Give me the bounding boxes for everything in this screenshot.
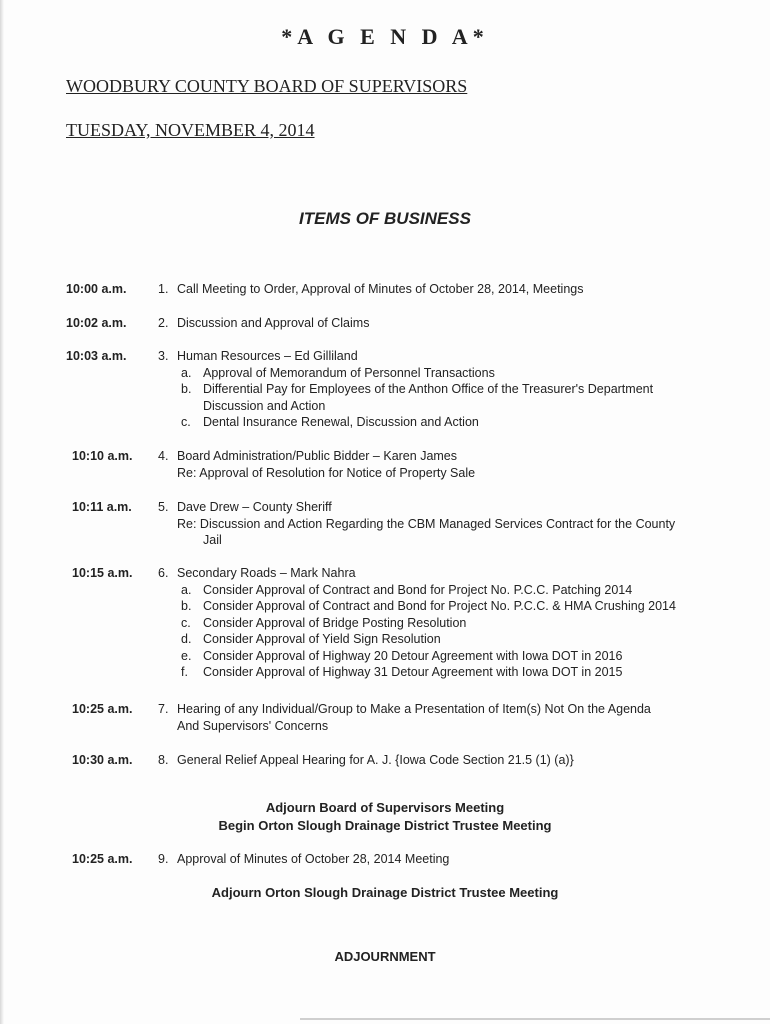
item-text: Hearing of any Individual/Group to Make a Presentation of Item(s) Not On the Agenda — [177, 702, 651, 716]
item-text: Call Meeting to Order, Approval of Minutes of October 28, 2014, Meetings — [177, 282, 584, 296]
scan-bottom-line — [300, 1018, 770, 1020]
sub-item — [177, 615, 747, 632]
item-number: 8. — [158, 753, 169, 767]
meeting-date: TUESDAY, NOVEMBER 4, 2014 — [66, 120, 315, 140]
item-body — [177, 565, 747, 681]
sub-item — [177, 631, 747, 648]
sub-item-letter: b. — [181, 382, 192, 396]
begin-orton-notice: Begin Orton Slough Drainage District Trustee Meeting — [218, 818, 552, 833]
item-re: Re: Approval of Resolution for Notice of Property Sale — [177, 465, 476, 480]
sub-item-letter: f. — [181, 665, 188, 679]
sub-item-text: Consider Approval of Bridge Posting Resolution — [203, 615, 467, 630]
item-time: 10:11 a.m. — [72, 500, 132, 514]
item-number: 3. — [158, 349, 169, 363]
sub-item-letter: a. — [181, 582, 192, 597]
sub-item-text: Dental Insurance Renewal, Discussion and Action — [203, 415, 479, 429]
sub-item-text: Differential Pay for Employees of the Anthon Office of the Treasurer's Department — [203, 382, 654, 396]
sub-item-text: Consider Approval of Contract and Bond for Project No. P.C.C. & HMA Crushing 2014 — [203, 599, 676, 613]
sub-item-text: Consider Approval of Yield Sign Resolution — [203, 632, 441, 646]
sub-item — [177, 381, 747, 398]
sub-item-letter: b. — [181, 599, 192, 613]
item-re: Re: Discussion and Action Regarding the CBM Managed Services Contract for the County — [177, 516, 676, 531]
item-number: 7. — [158, 702, 169, 716]
sub-item-text: Consider Approval of Highway 20 Detour Agreement with Iowa DOT in 2016 — [203, 648, 623, 663]
sub-item — [177, 664, 747, 681]
item-time: 10:30 a.m. — [72, 753, 133, 767]
item-text: Secondary Roads – Mark Nahra — [177, 566, 356, 580]
sub-item — [177, 414, 747, 431]
items-of-business-heading: ITEMS OF BUSINESS — [299, 209, 471, 228]
item-text: Board Administration/Public Bidder – Karen James — [177, 449, 458, 463]
item-time: 10:02 a.m. — [66, 316, 127, 330]
sub-item-letter: d. — [181, 632, 192, 646]
item-body — [177, 499, 747, 549]
adjourn-board-notice: Adjourn Board of Supervisors Meeting — [265, 800, 505, 815]
item-number: 6. — [158, 566, 169, 580]
item-text-continuation: And Supervisors' Concerns — [177, 718, 329, 733]
sub-item-text: Consider Approval of Highway 31 Detour Agreement with Iowa DOT in 2015 — [203, 665, 623, 679]
item-number: 9. — [158, 852, 169, 866]
agenda-title: *A G E N D A* — [281, 24, 489, 49]
item-text: General Relief Appeal Hearing for A. J. {Iowa Code Section 21.5 (1) (a)} — [177, 753, 574, 767]
item-time: 10:15 a.m. — [72, 566, 133, 580]
item-time: 10:25 a.m. — [72, 702, 133, 716]
organization-name: WOODBURY COUNTY BOARD OF SUPERVISORS — [66, 76, 468, 96]
scan-left-edge — [0, 0, 4, 1024]
item-number: 1. — [158, 282, 169, 296]
item-number: 4. — [158, 449, 169, 463]
sub-item-letter: a. — [181, 365, 192, 380]
item-re-continuation: Jail — [203, 533, 222, 547]
sub-item-text: Discussion and Action — [203, 398, 326, 413]
item-body — [177, 701, 747, 734]
item-text: Discussion and Approval of Claims — [177, 316, 370, 330]
item-text: Dave Drew – County Sheriff — [177, 500, 332, 514]
sub-item-letter: e. — [181, 648, 192, 663]
sub-item — [177, 598, 747, 615]
sub-item-text: Consider Approval of Contract and Bond for Project No. P.C.C. Patching 2014 — [203, 582, 633, 597]
sub-item — [177, 365, 747, 382]
item-text: Approval of Minutes of October 28, 2014 Meeting — [177, 852, 450, 866]
adjournment-heading: ADJOURNMENT — [334, 949, 436, 964]
item-time: 10:03 a.m. — [66, 349, 127, 363]
sub-item-continuation — [177, 398, 747, 415]
sub-item-letter: c. — [181, 415, 191, 429]
adjourn-orton-notice: Adjourn Orton Slough Drainage District Trustee Meeting — [211, 885, 559, 900]
item-time: 10:00 a.m. — [66, 282, 127, 296]
sub-item — [177, 648, 747, 665]
item-time: 10:25 a.m. — [72, 852, 133, 866]
item-body — [177, 448, 747, 481]
sub-item — [177, 582, 747, 599]
item-number: 5. — [158, 500, 169, 514]
item-time: 10:10 a.m. — [72, 449, 133, 463]
item-text: Human Resources – Ed Gilliland — [177, 349, 358, 363]
item-number: 2. — [158, 316, 169, 330]
sub-item-text: Approval of Memorandum of Personnel Transactions — [203, 365, 495, 380]
sub-item-letter: c. — [181, 615, 191, 630]
item-body — [177, 348, 747, 431]
